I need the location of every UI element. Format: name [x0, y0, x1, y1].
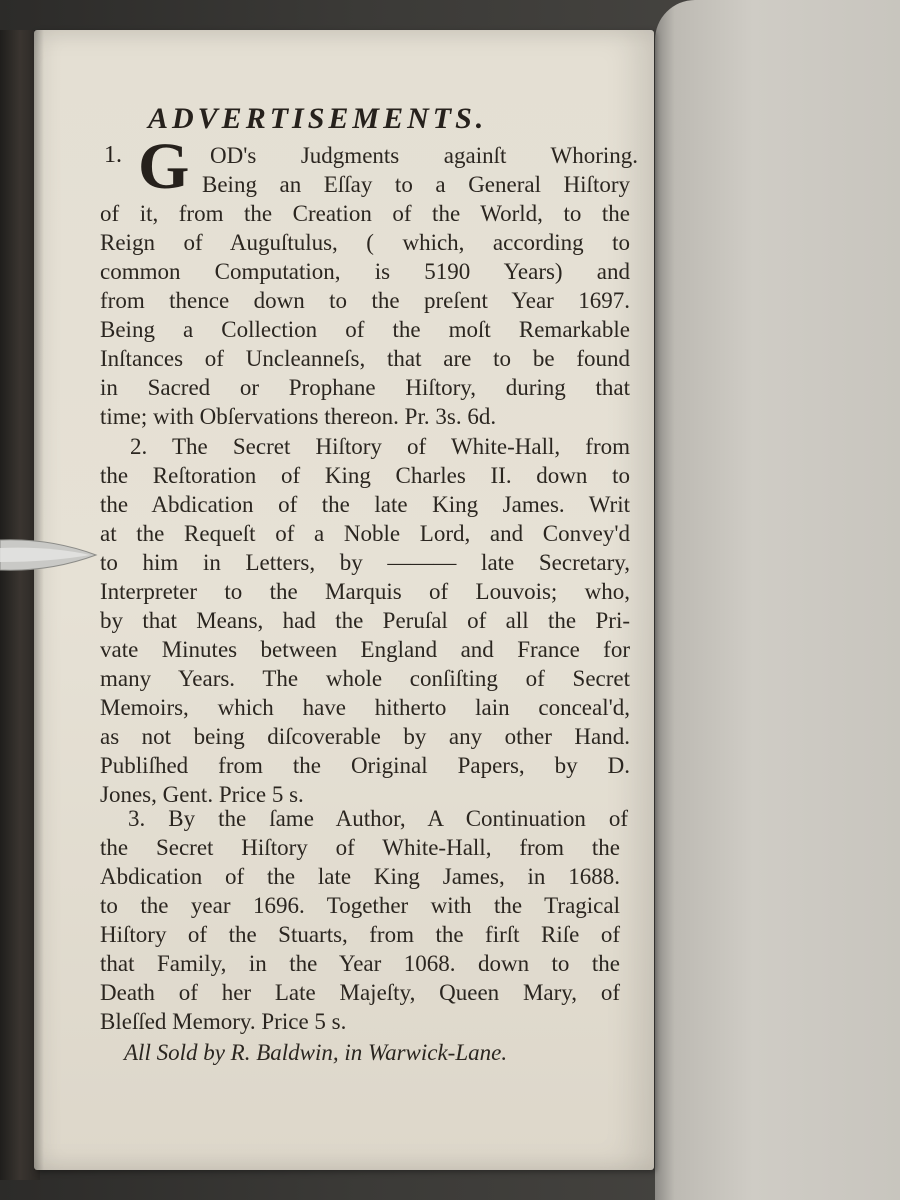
ad2-line: the Reſtoration of King Charles II. down to [100, 463, 630, 488]
drop-cap: G [138, 130, 190, 203]
ad1-line: Reign of Auguſtulus, ( which, according to [100, 230, 630, 255]
page-gutter-shadow [34, 30, 44, 1170]
ad2-line: to him in Letters, by ——— late Secretary, [100, 550, 630, 575]
ad3-line: Hiſtory of the Stuarts, from the firſt Riſe of [100, 922, 620, 947]
ad1-line: Inſtances of Uncleanneſs, that are to be found [100, 346, 630, 371]
ad2-line: Memoirs, which have hitherto lain conceal'd, [100, 695, 630, 720]
ad1-line: OD's Judgments againſt Whoring. [210, 143, 638, 168]
ad2-line: as not being diſcoverable by any other Hand. [100, 724, 630, 749]
ad2-line: vate Minutes between England and France for [100, 637, 630, 662]
ad1-line: from thence down to the preſent Year 1697. [100, 288, 630, 313]
ad2-line: 2. The Secret Hiſtory of White-Hall, from [130, 434, 630, 459]
ad2-line: at the Requeſt of a Noble Lord, and Convey'd [100, 521, 630, 546]
ad2-line: by that Means, had the Peruſal of all the Pri- [100, 608, 630, 633]
page-heading: ADVERTISEMENTS. [148, 102, 488, 135]
ad1-line: in Sacred or Prophane Hiſtory, during that [100, 375, 630, 400]
ad3-line: Abdication of the late King James, in 1688. [100, 864, 620, 889]
ad2-line: Interpreter to the Marquis of Louvois; who, [100, 579, 630, 604]
ad2-line: Jones, Gent. Price 5 s. [100, 782, 304, 807]
ad3-line: to the year 1696. Together with the Tragical [100, 893, 620, 918]
ad2-line: the Abdication of the late King James. Writ [100, 492, 630, 517]
ad1-line: common Computation, is 5190 Years) and [100, 259, 630, 284]
ad2-line: many Years. The whole conſiſting of Secret [100, 666, 630, 691]
ad2-line: Publiſhed from the Original Papers, by D. [100, 753, 630, 778]
pointer-tool [0, 530, 100, 580]
ad1-line: Being a Collection of the moſt Remarkable [100, 317, 630, 342]
facing-page [655, 0, 900, 1200]
sold-by-line: All Sold by R. Baldwin, in Warwick-Lane. [124, 1040, 508, 1065]
ad3-line: that Family, in the Year 1068. down to the [100, 951, 620, 976]
ad1-line: time; with Obſervations thereon. Pr. 3s. 6d. [100, 404, 497, 429]
ad3-line: the Secret Hiſtory of White-Hall, from the [100, 835, 620, 860]
item-1-number: 1. [104, 142, 122, 168]
ad1-line: Being an Eſſay to a General Hiſtory [202, 172, 630, 197]
ad3-line: Death of her Late Majeſty, Queen Mary, of [100, 980, 620, 1005]
ad3-line: Bleſſed Memory. Price 5 s. [100, 1009, 347, 1034]
ad1-line: of it, from the Creation of the World, to the [100, 201, 630, 226]
ad3-line: 3. By the ſame Author, A Continuation of [128, 806, 628, 831]
